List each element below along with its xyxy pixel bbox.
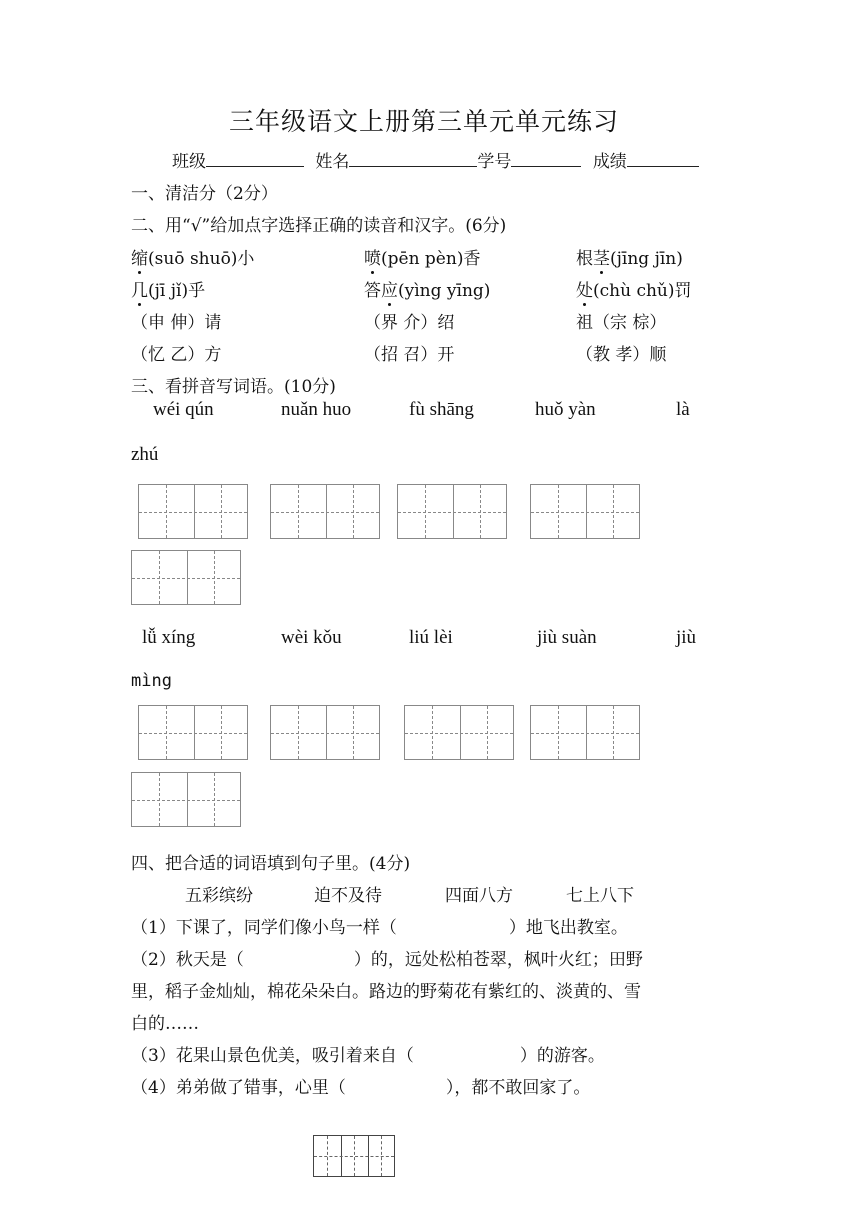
dotted-char: 处 (576, 281, 593, 301)
s2-item-text: (jī jǐ)乎 (148, 281, 206, 301)
score-blank[interactable] (627, 150, 699, 167)
s2-item: （忆 乙）方 (131, 345, 222, 365)
s2-item-text: (pēn pèn)香 (381, 249, 481, 269)
writing-grid-small[interactable] (313, 1135, 395, 1177)
pinyin: wèi kǒu (281, 627, 342, 648)
s2-item (364, 244, 480, 269)
writing-grid[interactable] (270, 705, 380, 760)
q3-text-a: （3）花果山景色优美，吸引着来自（ (131, 1046, 414, 1066)
s2-item-text: (jīng jīn) (610, 249, 683, 269)
name-blank[interactable] (349, 150, 477, 167)
question-2-cont: 里，稻子金灿灿，棉花朵朵白。路边的野菊花有紫红的、淡黄的、雪 (131, 982, 641, 1002)
pinyin: fù shāng (409, 399, 474, 420)
word-option: 迫不及待 (314, 886, 382, 906)
s2-item: （教 孝）顺 (576, 345, 667, 365)
pinyin: wéi qún (153, 399, 214, 420)
dotted-char: 缩 (131, 249, 148, 269)
word-option: 四面八方 (445, 886, 513, 906)
q2-text-a: （2）秋天是（ (131, 950, 244, 970)
writing-grid[interactable] (138, 705, 248, 760)
s2-item (576, 244, 683, 269)
pinyin: huǒ yàn (535, 399, 596, 420)
id-label: 学号 (477, 152, 512, 172)
class-label: 班级 (172, 152, 206, 172)
plain-char: 答 (364, 281, 381, 301)
dotted-char: 喷 (364, 249, 381, 269)
question-2 (131, 945, 643, 970)
pinyin: nuǎn huo (281, 399, 352, 420)
s2-item (131, 244, 254, 269)
s2-item-text: (yìng yīng) (398, 281, 491, 301)
s2-item-text: (suō shuō)小 (148, 249, 255, 269)
writing-grid[interactable] (530, 705, 640, 760)
question-2-cont: 白的…… (131, 1014, 199, 1034)
pinyin: zhú (131, 444, 159, 465)
section-4-heading: 四、把合适的词语填到句子里。(4分) (131, 854, 411, 874)
pinyin: mìng (131, 671, 172, 691)
s2-item (364, 276, 490, 301)
class-blank[interactable] (206, 150, 304, 167)
writing-grid[interactable] (397, 484, 507, 539)
writing-grid[interactable] (138, 484, 248, 539)
dotted-char: 应 (381, 281, 398, 301)
section-3-heading: 三、看拼音写词语。(10分) (131, 377, 336, 397)
writing-grid[interactable] (404, 705, 514, 760)
question-1 (131, 913, 628, 938)
word-option: 五彩缤纷 (185, 886, 253, 906)
pinyin: jiù (676, 627, 697, 648)
pinyin: lǚ xíng (142, 627, 196, 648)
s2-item: 祖（宗 棕） (576, 313, 667, 333)
dotted-char: 茎 (593, 249, 610, 269)
q1-text-a: （1）下课了，同学们像小鸟一样（ (131, 918, 397, 938)
question-3 (131, 1041, 605, 1066)
s2-item: （界 介）绍 (364, 313, 455, 333)
question-4 (131, 1073, 590, 1098)
section-2-heading: 二、用“√”给加点字选择正确的读音和汉字。(6分) (131, 216, 507, 236)
s2-item-text: (chù chǔ)罚 (593, 281, 692, 301)
q2-text-b: ）的，远处松柏苍翠，枫叶火红；田野 (353, 950, 643, 970)
pinyin: là (676, 399, 690, 420)
writing-grid[interactable] (270, 484, 380, 539)
name-label: 姓名 (315, 152, 350, 172)
writing-grid[interactable] (131, 772, 241, 827)
id-blank[interactable] (511, 150, 581, 167)
q1-text-b: ）地飞出教室。 (508, 918, 628, 938)
q4-text-b: ），都不敢回家了。 (445, 1078, 591, 1098)
page-title: 三年级语文上册第三单元单元练习 (229, 107, 620, 136)
word-option: 七上八下 (566, 886, 634, 906)
s2-item: （申 伸）请 (131, 313, 222, 333)
plain-char: 根 (576, 249, 593, 269)
pinyin: jiù suàn (537, 627, 597, 648)
q3-text-b: ）的游客。 (519, 1046, 605, 1066)
dotted-char: 几 (131, 281, 148, 301)
writing-grid[interactable] (131, 550, 241, 605)
q4-text-a: （4）弟弟做了错事，心里（ (131, 1078, 346, 1098)
s2-item (576, 276, 692, 301)
section-1-heading: 一、清洁分（2分） (131, 184, 278, 204)
writing-grid[interactable] (530, 484, 640, 539)
score-label: 成绩 (592, 152, 627, 172)
s2-item (131, 276, 205, 301)
pinyin: liú lèi (409, 627, 453, 648)
s2-item: （招 召）开 (364, 345, 455, 365)
student-info-line (172, 147, 699, 172)
